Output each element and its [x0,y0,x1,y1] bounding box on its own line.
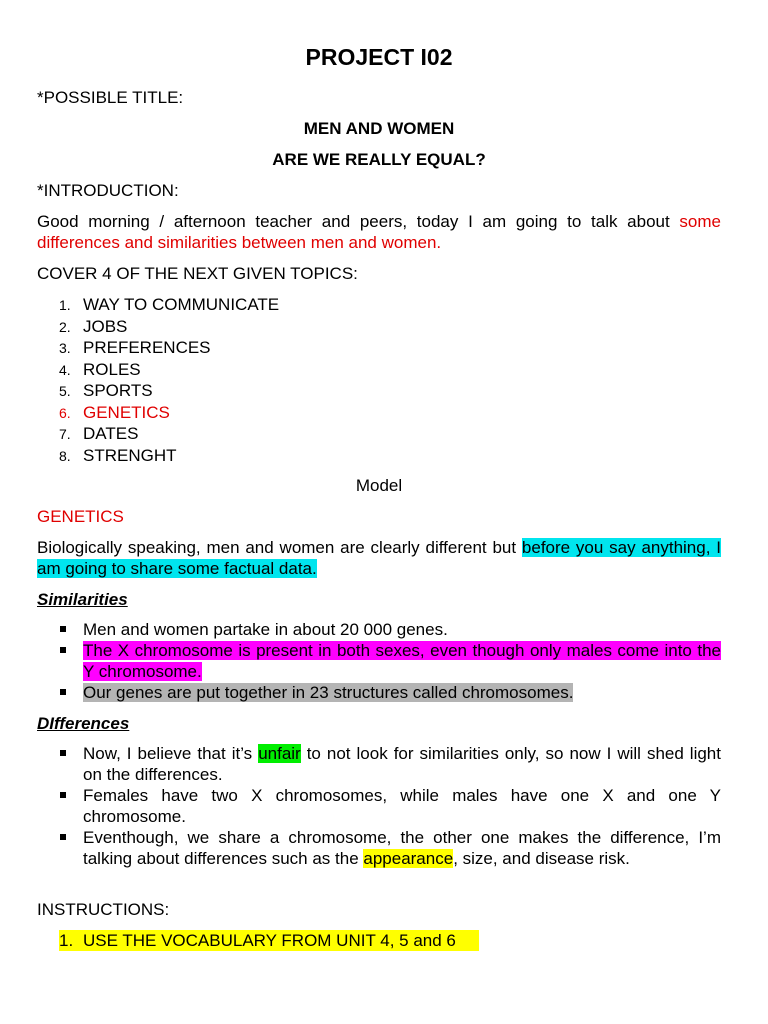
bullet-icon [60,834,66,840]
instruction-number: 1. [59,931,74,950]
difference-highlight: unfair [258,744,301,763]
list-item [37,445,721,467]
document-title: PROJECT I02 [305,44,453,70]
topic-label: STRENGHT [83,445,177,465]
topic-label: PREFERENCES [83,338,211,357]
similarities-list [37,619,721,703]
model-label: Model [355,476,403,495]
list-item [37,827,721,869]
similarity-text: Our genes are put together in 23 structures called chromosomes. [83,683,574,702]
difference-text: to not look for similarities only, so now I will shed light on the differences. [83,744,721,784]
intro-text: Good morning / afternoon teacher and peers, today I am going to talk about [37,212,680,231]
list-item [37,359,721,381]
list-number: 8. [59,447,71,464]
intro-paragraph [37,211,721,253]
similarity-text: Men and women partake in about 20 000 genes. [83,620,448,639]
list-item [37,682,721,703]
list-item [37,743,721,785]
bullet-icon [60,792,66,798]
biology-paragraph [37,537,721,579]
list-number: 7. [59,426,71,442]
topic-label: WAY TO COMMUNICATE [83,295,280,314]
differences-heading: DIfferences [37,714,130,733]
list-number: 6. [59,404,71,421]
intro-red-text: some differences and similarities between men and women. [37,212,721,252]
cover-topics-label: COVER 4 OF THE NEXT GIVEN TOPICS: [37,264,358,283]
similarity-text: The X chromosome is present in both sexes, even though only males come into the Y chromosome. [83,641,721,681]
list-item [37,423,721,445]
biology-highlight: before you say anything, I am going to share some factual data. [37,538,721,578]
list-item [37,785,721,827]
list-item [37,619,721,640]
instructions-label: INSTRUCTIONS: [37,900,170,919]
topic-label: JOBS [83,316,128,336]
list-item [37,380,721,402]
difference-text: Eventhough, we share a chromosome, the other one makes the difference, I’m talking about differences such as the [83,828,721,868]
document-page [37,40,721,951]
bullet-icon [60,626,66,632]
instruction-text: USE THE VOCABULARY FROM UNIT 4, 5 and 6 [83,931,456,950]
similarities-heading: Similarities [37,590,128,609]
list-item [37,316,721,338]
differences-list [37,743,721,869]
section-heading-genetics: GENETICS [37,507,124,526]
difference-text: Now, I believe that it’s [83,744,259,763]
list-number: 2. [59,318,71,335]
biology-text: Biologically speaking, men and women are clearly different but [37,538,522,557]
instruction-item [37,930,721,951]
introduction-label: *INTRODUCTION: [37,181,179,200]
bullet-icon [60,750,66,756]
difference-text: , size, and disease risk. [453,849,630,868]
topic-label: SPORTS [83,381,153,400]
title-line-1: MEN AND WOMEN [303,119,455,138]
bullet-icon [60,647,66,653]
list-number: 5. [59,383,71,399]
list-item [37,294,721,316]
difference-highlight: appearance [363,849,454,868]
topic-label: GENETICS [83,402,170,422]
possible-title-label: *POSSIBLE TITLE: [37,88,184,107]
list-item [37,640,721,682]
bullet-icon [60,689,66,695]
list-number: 3. [59,340,71,356]
title-line-2: ARE WE REALLY EQUAL? [272,150,486,169]
topics-list [37,294,721,466]
list-item [37,402,721,424]
difference-text: Females have two X chromosomes, while males have one X and one Y chromosome. [83,786,721,826]
list-number: 1. [59,297,71,313]
list-item [37,337,721,359]
topic-label: ROLES [83,359,141,379]
topic-label: DATES [83,424,139,443]
list-number: 4. [59,361,71,378]
